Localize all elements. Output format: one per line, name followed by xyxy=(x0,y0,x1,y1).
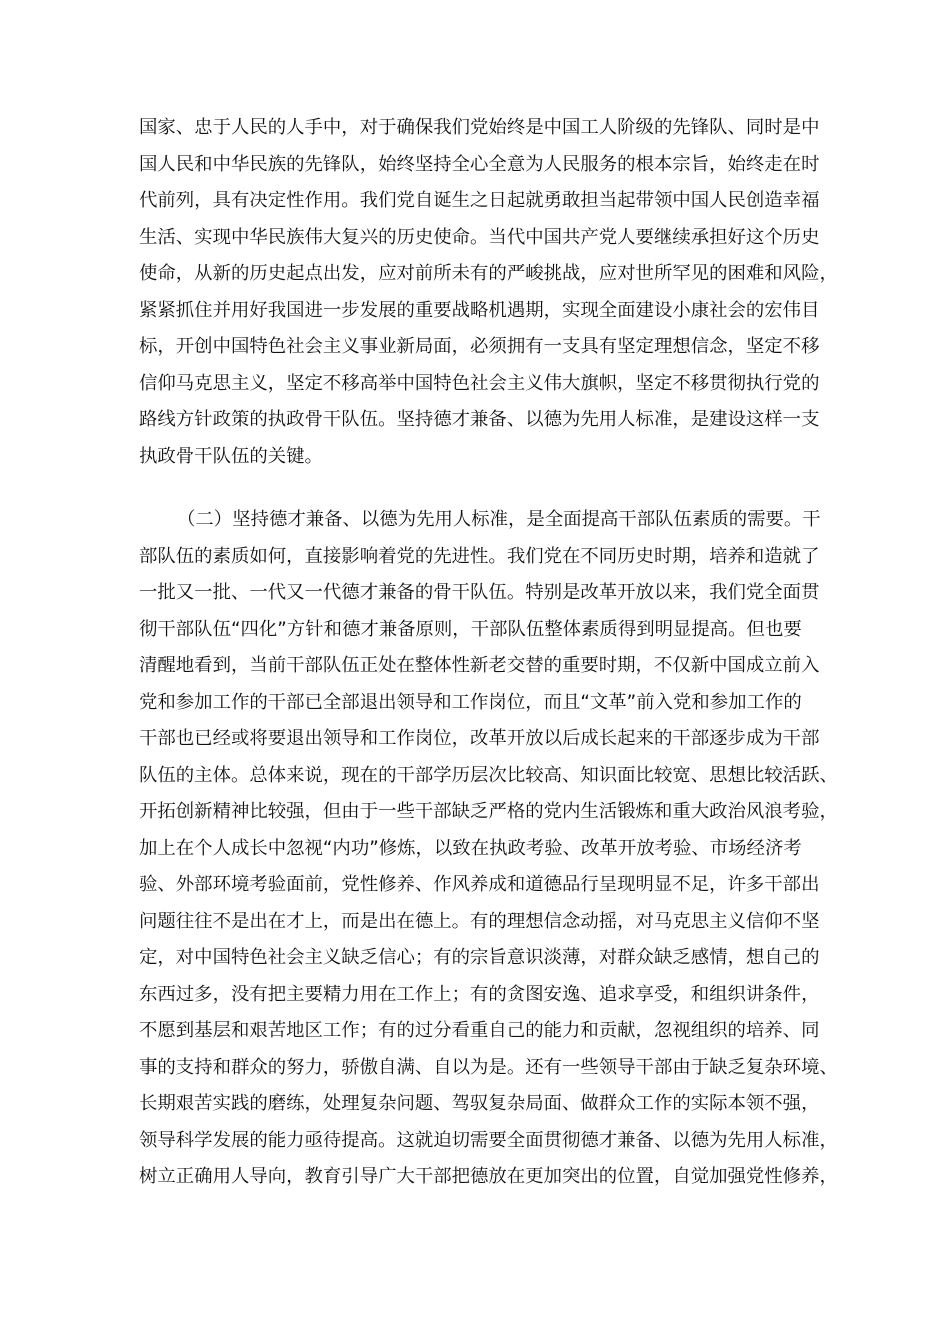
paragraph-line: 长期艰苦实践的磨练，处理复杂问题、驾驭复杂局面、做群众工作的实际本领不强， xyxy=(139,1093,820,1114)
paragraph-line: 紧紧抓住并用好我国进一步发展的重要战略机遇期，实现全面建设小康社会的宏伟目 xyxy=(139,299,820,321)
paragraph-line: 使命，从新的历史起点出发，应对前所未有的严峻挑战，应对世所罕见的困难和风险， xyxy=(139,263,838,284)
paragraph-line: 一批又一批、一代又一代德才兼备的骨干队伍。特别是改革开放以来，我们党全面贯 xyxy=(139,582,820,603)
paragraph-line: 部队伍的素质如何，直接影响着党的先进性。我们党在不同历史时期，培养和造就了 xyxy=(139,545,820,567)
paragraph-line: 国家、忠于人民的人手中，对于确保我们党始终是中国工人阶级的先锋队、同时是中 xyxy=(139,117,820,138)
paragraph-line: 验、外部环境考验面前，党性修养、作风养成和道德品行呈现明显不足，许多干部出 xyxy=(139,874,820,895)
paragraph-line: 定，对中国特色社会主义缺乏信心；有的宗旨意识淡薄，对群众缺乏感情，想自己的 xyxy=(139,947,820,968)
paragraph-line: 路线方针政策的执政骨干队伍。坚持德才兼备、以德为先用人标准，是建设这样一支 xyxy=(139,409,820,430)
paragraph-line: 清醒地看到，当前干部队伍正处在整体性新老交替的重要时期，不仅新中国成立前入 xyxy=(139,655,820,676)
paragraph-line: 开拓创新精神比较强，但由于一些干部缺乏严格的党内生活锻炼和重大政治风浪考验， xyxy=(139,801,838,822)
paragraph-line: 不愿到基层和艰苦地区工作；有的过分看重自己的能力和贡献，忽视组织的培养、同 xyxy=(139,1020,820,1041)
paragraph-2 xyxy=(139,502,838,1196)
paragraph-line: 干部也已经或将要退出领导和工作岗位，改革开放以后成长起来的干部逐步成为干部 xyxy=(139,728,820,749)
paragraph-line: 事的支持和群众的努力，骄傲自满、自以为是。还有一些领导干部由于缺乏复杂环境、 xyxy=(139,1056,838,1078)
paragraph-line: 彻干部队伍“四化”方针和德才兼备原则，干部队伍整体素质得到明显提高。但也要 xyxy=(139,618,802,640)
paragraph-1 xyxy=(139,110,838,475)
paragraph-line: 党和参加工作的干部已全部退出领导和工作岗位，而且“文革”前入党和参加工作的 xyxy=(139,691,802,713)
paragraph-line: 树立正确用人导向，教育引导广大干部把德放在更加突出的位置，自觉加强党性修养， xyxy=(139,1166,838,1187)
paragraph-line: 国人民和中华民族的先锋队，始终坚持全心全意为人民服务的根本宗旨，始终走在时 xyxy=(139,153,820,175)
paragraph-first-line: （二）坚持德才兼备、以德为先用人标准，是全面提高干部队伍素质的需要。干 xyxy=(177,509,821,530)
paragraph-line: 生活、实现中华民族伟大复兴的历史使命。当代中国共产党人要继续承担好这个历史 xyxy=(139,226,820,248)
paragraph-line: 东西过多，没有把主要精力用在工作上；有的贪图安逸、追求享受，和组织讲条件， xyxy=(139,983,820,1005)
paragraph-line: 问题往往不是出在才上，而是出在德上。有的理想信念动摇，对马克思主义信仰不坚 xyxy=(139,910,820,932)
paragraph-spacer xyxy=(139,475,829,502)
paragraph-line: 队伍的主体。总体来说，现在的干部学历层次比较高、知识面比较宽、思想比较活跃、 xyxy=(139,764,838,786)
paragraph-line: 领导科学发展的能力亟待提高。这就迫切需要全面贯彻德才兼备、以德为先用人标准， xyxy=(139,1129,838,1151)
paragraph-line: 代前列，具有决定性作用。我们党自诞生之日起就勇敢担当起带领中国人民创造幸福 xyxy=(139,190,820,211)
paragraph-line: 执政骨干队伍的关键。 xyxy=(139,445,323,467)
paragraph-line: 信仰马克思主义，坚定不移高举中国特色社会主义伟大旗帜，坚定不移贯彻执行党的 xyxy=(139,372,820,394)
paragraph-line: 加上在个人成长中忽视“内功”修炼，以致在执政考验、改革开放考验、市场经济考 xyxy=(139,837,802,859)
paragraph-line: 标，开创中国特色社会主义事业新局面，必须拥有一支具有坚定理想信念，坚定不移 xyxy=(139,336,820,357)
text-column xyxy=(139,110,838,1196)
